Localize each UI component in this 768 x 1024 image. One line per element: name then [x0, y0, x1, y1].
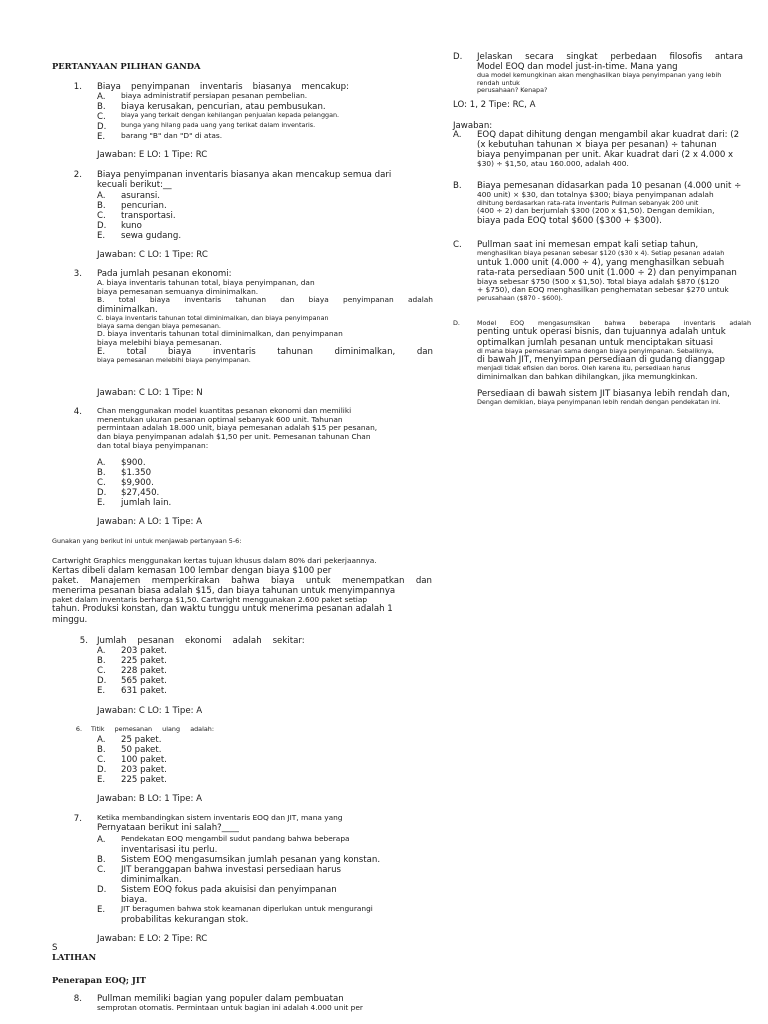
- answers-label: Jawaban:: [453, 121, 493, 131]
- case-line: Cartwright Graphics menggunakan kertas tujuan khusus dalam 80% dari pekerjaannya.: [52, 556, 377, 565]
- option-d: D. 203 paket.: [97, 765, 167, 776]
- stem-line: dan total biaya penyimpanan:: [97, 440, 209, 450]
- options-list: [97, 92, 397, 142]
- part-line: + $750), dan EOQ menghasilkan penghematan sebesar $270 untuk: [477, 285, 729, 295]
- option-e: E. JIT beragumen bahwa stok keamanan diperlukan untuk mengurangi: [97, 904, 373, 916]
- answer-key: Jawaban: B LO: 1 Tipe: A: [97, 794, 203, 804]
- part-line: Pullman saat ini memesan empat kali setiap tahun,: [477, 240, 699, 250]
- question-line: semprotan otomatis. Permintaan untuk bagian ini adalah 4.000 unit per: [97, 1003, 363, 1012]
- answer-key: Jawaban: C LO: 1 Tipe: A: [97, 706, 203, 716]
- stem-line: kecuali berikut:__: [97, 180, 172, 191]
- part-line: penting untuk operasi bisnis, dan tujuannya adalah untuk: [477, 327, 726, 338]
- part-line: biaya penyimpanan per unit. Akar kuadrat dari (2 x 4.000 x: [477, 150, 734, 161]
- option-c: C. transportasi.: [97, 211, 176, 222]
- question-stem: Biaya penyimpanan inventaris biasanya mencakup:: [97, 82, 349, 92]
- option-c: C. $9,900.: [97, 478, 154, 489]
- case-line: paket dalam inventaris berharga $1,50. Cartwright menggunakan 2.600 paket setiap: [52, 594, 368, 604]
- option-e: E. 225 paket.: [97, 775, 167, 786]
- option-a-cont: biaya pemesanan semuanya diminimalkan.: [97, 286, 259, 296]
- option-c-cont: biaya sama dengan biaya pemesanan.: [97, 321, 221, 330]
- question-number: 3.: [73, 269, 82, 279]
- part-text: [477, 320, 751, 407]
- question-number: 2.: [73, 170, 82, 180]
- case-text: [52, 557, 432, 625]
- option-e: E. total biaya inventaris tahunan diminimalkan, dan: [97, 347, 433, 358]
- part-letter: D.: [453, 319, 460, 327]
- question-stem: [97, 170, 391, 190]
- part-line: diminimalkan dan bahkan dihilangkan, jika memungkinkan.: [477, 371, 698, 381]
- part-text: [477, 130, 753, 169]
- answer-key: Jawaban: A LO: 1 Tipe: A: [97, 517, 203, 527]
- stem-line: dan biaya penyimpanan adalah $1,50 per unit. Pemesanan tahunan Chan: [97, 431, 371, 441]
- part-text: [477, 240, 753, 302]
- part-line: untuk 1.000 unit (4.000 ÷ 4), yang menghasilkan sebuah: [477, 257, 725, 268]
- option-b-cont: diminimalkan.: [97, 304, 158, 315]
- question-stem: [97, 407, 397, 450]
- option-c: C. 228 paket.: [97, 666, 167, 677]
- question-number: 7.: [73, 814, 82, 824]
- part-line: rata-rata persediaan 500 unit (1.000 ÷ 2) dan penyimpanan: [477, 267, 737, 278]
- part-line: dihitung berdasarkan rata-rata inventaris Pullman sebanyak 200 unit: [477, 198, 699, 207]
- stem-line: Biaya penyimpanan inventaris biasanya akan mencakup semua dari: [97, 170, 392, 180]
- option-c: C. biaya yang terkait dengan kehilangan penjualan kepada pelanggan.: [97, 111, 340, 123]
- part-text: [477, 181, 753, 226]
- case-line: tahun. Produksi konstan, dan waktu tunggu untuk menerima pesanan adalah 1: [52, 604, 393, 615]
- option-a: A. biaya administratif persiapan pesanan pembelian.: [97, 91, 308, 102]
- stray-letter: S: [52, 943, 58, 953]
- part-line: perusahaan? Kenapa?: [477, 86, 548, 95]
- question-number: 6.: [75, 725, 82, 733]
- answer-key: Jawaban: C LO: 1 Tipe: RC: [97, 250, 208, 260]
- question-number: 4.: [73, 407, 82, 417]
- option-e: E. barang "B" dan "D" di atas.: [97, 131, 223, 143]
- part-line: (x kebutuhan tahunan × biaya per pesanan) ÷ tahunan: [477, 140, 717, 151]
- stem-line: Chan menggunakan model kuantitas pesanan ekonomi dan memiliki: [97, 406, 352, 415]
- part-line: Jelaskan secara singkat perbedaan filosofis antara: [477, 52, 743, 62]
- option-c: C. 100 paket.: [97, 755, 167, 766]
- part-line: menghasilkan biaya pesanan sebesar $120 ($30 x 4). Setiap pesanan adalah: [477, 249, 725, 258]
- option-d-cont: biaya.: [121, 895, 148, 906]
- option-e: E. sewa gudang.: [97, 231, 182, 242]
- learning-objective: LO: 1, 2 Tipe: RC, A: [453, 100, 536, 110]
- option-a: A. biaya inventaris tahunan total, biaya penyimpanan, dan: [97, 278, 315, 287]
- option-a: A. $900.: [97, 458, 146, 468]
- part-letter: B.: [453, 181, 462, 191]
- stem-line: Ketika membandingkan sistem inventaris EOQ dan JIT, mana yang: [97, 813, 343, 822]
- question-line: Pullman memiliki bagian yang populer dalam pembuatan: [97, 994, 344, 1004]
- option-d: D. bunga yang hilang pada uang yang terikat dalam inventaris.: [97, 121, 316, 133]
- option-d: D. $27,450.: [97, 488, 160, 499]
- part-line: (400 ÷ 2) dan berjumlah $300 (200 x $1,50). Dengan demikian,: [477, 206, 715, 216]
- option-d: D. Sistem EOQ fokus pada akuisisi dan penyimpanan: [97, 885, 337, 896]
- option-b: B. total biaya inventaris tahunan dan biaya penyimpanan adalah: [97, 295, 433, 305]
- option-e-cont: biaya pemesanan melebihi biaya penyimpanan.: [97, 356, 251, 365]
- part-line: Dengan demikian, biaya penyimpanan lebih rendah dengan pendekatan ini.: [477, 398, 721, 407]
- answer-key: Jawaban: C LO: 1 Tipe: N: [97, 388, 203, 398]
- option-b: B. Sistem EOQ mengasumsikan jumlah pesanan yang konstan.: [97, 855, 381, 866]
- part-line: $30) ÷ $1,50, atau 160.000, adalah 400.: [477, 159, 629, 169]
- part-line: EOQ dapat dihitung dengan mengambil akar kuadrat dari: (2: [477, 130, 740, 140]
- part-line: Biaya pemesanan didasarkan pada 10 pesanan (4.000 unit ÷: [477, 181, 742, 191]
- part-line: Model EOQ mengasumsikan bahwa beberapa inventaris adalah: [477, 319, 751, 327]
- part-line: biaya pada EOQ total $600 ($300 + $300).: [477, 215, 662, 226]
- part-line: Model EOQ dan model just-in-time. Mana yang: [477, 62, 678, 73]
- case-line: menerima pesanan biasa adalah $15, dan biaya tahunan untuk menyimpannya: [52, 585, 396, 596]
- option-a: A. Pendekatan EOQ mengambil sudut pandang bahwa beberapa: [97, 834, 350, 845]
- option-c: C. biaya inventaris tahunan total diminimalkan, dan biaya penyimpanan: [97, 314, 329, 323]
- part-letter: A.: [453, 130, 462, 140]
- option-b: B. $1.350: [97, 468, 152, 479]
- question-stem: [97, 814, 343, 833]
- part-line: di bawah JIT, menyimpan persediaan di gudang dianggap: [477, 355, 726, 366]
- part-line: dua model kemungkinan akan menghasilkan biaya penyimpanan yang lebih rendah untuk: [477, 71, 722, 87]
- section-heading-exercises: LATIHAN: [52, 952, 97, 962]
- case-line: Kertas dibeli dalam kemasan 100 lembar dengan biaya $100 per: [52, 565, 332, 576]
- case-line: minggu.: [52, 614, 88, 625]
- case-intro: Gunakan yang berikut ini untuk menjawab pertanyaan 5-6:: [52, 537, 242, 545]
- stem-line: permintaan adalah 18.000 unit, biaya pemesanan adalah $15 per pesanan,: [97, 423, 378, 433]
- part-line: optimalkan jumlah pesanan untuk menciptakan situasi: [477, 337, 713, 348]
- option-b: B. biaya kerusakan, pencurian, atau pembusukan.: [97, 102, 326, 113]
- option-a: A. 25 paket.: [97, 735, 162, 745]
- question-number: 5.: [79, 636, 88, 646]
- option-d: D. biaya inventaris tahunan total diminimalkan, dan penyimpanan: [97, 328, 343, 338]
- stem-line: menentukan ukuran pesanan optimal sebanyak 600 unit. Tahunan: [97, 414, 343, 424]
- option-a: A. 203 paket.: [97, 646, 167, 656]
- part-line: di mana biaya pemesanan sama dengan biaya penyimpanan. Sebaliknya,: [477, 346, 714, 355]
- answer-key: Jawaban: E LO: 1 Tipe: RC: [97, 150, 208, 160]
- option-c-cont: diminimalkan.: [121, 875, 182, 886]
- options-list: [97, 191, 397, 241]
- part-line: Persediaan di bawah sistem JIT biasanya lebih rendah dan,: [477, 389, 730, 400]
- option-d: D. 565 paket.: [97, 676, 167, 687]
- option-e-cont: probabilitas kekurangan stok.: [121, 915, 249, 926]
- option-d-cont: biaya melebihi biaya pemesanan.: [97, 337, 222, 347]
- part-line: menjadi tidak efisien dan boros. Oleh karena itu, persediaan harus: [477, 364, 691, 373]
- part-text: [477, 52, 743, 95]
- part-letter: D.: [453, 52, 463, 62]
- part-line: 400 unit) × $30, dan totalnya $300; biaya penyimpanan adalah: [477, 190, 714, 200]
- answer-key: Jawaban: E LO: 2 Tipe: RC: [97, 934, 208, 944]
- option-e: E. jumlah lain.: [97, 498, 172, 509]
- options-block: [97, 835, 417, 925]
- option-b: B. 50 paket.: [97, 745, 162, 756]
- option-b: B. pencurian.: [97, 201, 167, 212]
- case-line: paket. Manajemen memperkirakan bahwa biaya untuk menempatkan dan: [52, 575, 432, 586]
- section-heading-multiple-choice: PERTANYAAN PILIHAN GANDA: [52, 61, 201, 71]
- question-stem: Jumlah pesanan ekonomi adalah sekitar:: [97, 636, 305, 646]
- options-block: [97, 279, 433, 365]
- question-stem: Pada jumlah pesanan ekonomi:: [97, 269, 232, 279]
- option-b: B. 225 paket.: [97, 656, 167, 667]
- exercise-subheading: Penerapan EOQ; JIT: [52, 975, 147, 985]
- options-list: [97, 458, 397, 508]
- question-number: 8.: [73, 994, 82, 1004]
- option-a-cont: inventarisasi itu perlu.: [121, 845, 218, 856]
- options-list: [97, 646, 397, 696]
- option-a: A. asuransi.: [97, 191, 161, 201]
- part-letter: C.: [453, 240, 462, 250]
- stem-line: Pernyataan berikut ini salah?____: [97, 822, 239, 833]
- option-c: C. JIT beranggapan bahwa investasi persediaan harus: [97, 865, 341, 876]
- options-list: [97, 735, 397, 785]
- question-stem: Titik pemesanan ulang adalah:: [91, 725, 214, 733]
- question-number: 1.: [73, 82, 82, 92]
- option-e: E. 631 paket.: [97, 686, 167, 697]
- part-line: perusahaan ($870 - $600).: [477, 293, 563, 302]
- part-line: biaya sebesar $750 (500 x $1,50). Total biaya adalah $870 ($120: [477, 276, 720, 286]
- option-d: D. kuno: [97, 221, 142, 232]
